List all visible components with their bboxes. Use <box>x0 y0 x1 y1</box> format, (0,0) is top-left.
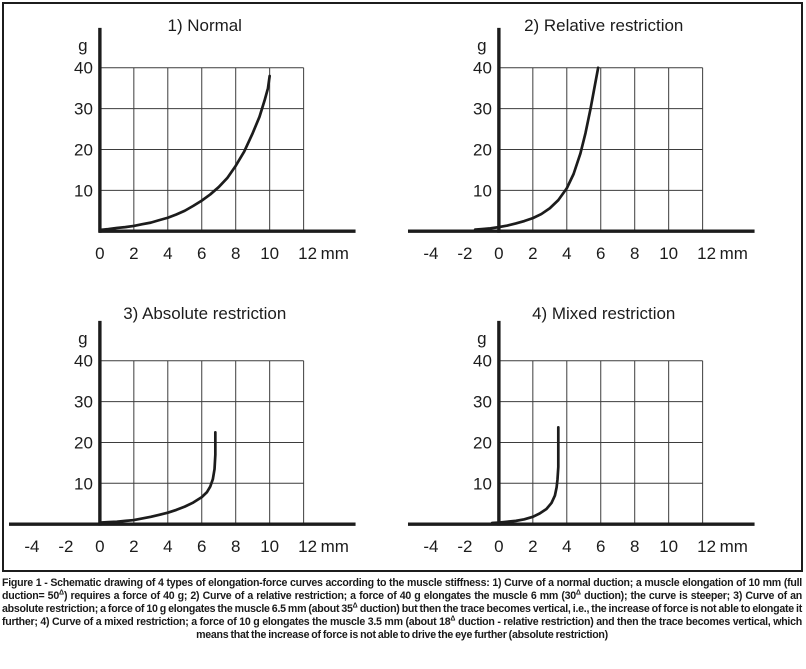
x-tick-label: 2 <box>527 244 538 264</box>
y-tick-label: 10 <box>472 181 492 201</box>
chart-panel-absolute-restriction <box>4 287 403 570</box>
x-tick-label: 6 <box>595 244 605 264</box>
x-tick-label: 2 <box>129 244 139 264</box>
y-tick-label: 30 <box>472 99 492 119</box>
x-tick-label: 12 <box>298 244 318 264</box>
x-tick-label: 10 <box>658 537 678 557</box>
y-tick-label: 20 <box>74 140 93 160</box>
y-tick-label: 40 <box>74 351 93 371</box>
chart-title: 2) Relative restriction <box>523 15 683 35</box>
y-tick-label: 40 <box>472 58 492 78</box>
x-tick-label: 10 <box>658 244 678 264</box>
x-tick-label: 12 <box>696 244 716 264</box>
caption-text: duction); the curve is steeper; 3) Curve of an absolute restriction; a force of 10 g elongates the muscle 6.5 mm (about 35 <box>2 590 802 615</box>
x-tick-label: 2 <box>527 537 538 557</box>
caption-text: duction) but then the trace becomes vertical, i.e., the increase of force is not able to elongate it further; 4) Curve of a mixed restriction; a force of 10 g elongates the muscle 3.5 mm (about 18 <box>2 603 803 628</box>
prism-diopter-sup: Δ <box>58 589 64 597</box>
y-axis-unit-label: g <box>78 35 88 55</box>
y-tick-label: 10 <box>74 474 93 494</box>
x-tick-label: 4 <box>163 537 173 557</box>
x-tick-label: 4 <box>561 244 572 264</box>
chart-panel-mixed-restriction <box>403 287 802 570</box>
y-axis-unit-label: g <box>78 328 88 348</box>
curve-path <box>492 427 558 523</box>
x-tick-label: 10 <box>260 537 280 557</box>
x-tick-label: 6 <box>197 244 207 264</box>
y-tick-label: 40 <box>74 58 93 78</box>
prism-diopter-sup: Δ <box>575 589 581 597</box>
x-tick-label: 0 <box>493 537 504 557</box>
curve-path <box>100 76 270 230</box>
chart-title: 3) Absolute restriction <box>123 303 287 323</box>
chart-panel-normal <box>4 4 403 287</box>
chart-panel-relative-restriction <box>403 4 802 287</box>
x-tick-label: 8 <box>629 537 639 557</box>
x-axis-unit-label: mm <box>719 537 748 557</box>
x-tick-label: 6 <box>197 537 207 557</box>
x-tick-label: 8 <box>230 537 241 557</box>
x-tick-label: 4 <box>163 244 173 264</box>
x-tick-label: -2 <box>456 537 472 557</box>
y-tick-label: 30 <box>74 392 93 412</box>
prism-diopter-sup: Δ <box>352 602 358 610</box>
y-tick-label: 20 <box>472 140 492 160</box>
y-axis-unit-label: g <box>476 35 487 55</box>
y-tick-label: 10 <box>74 181 93 201</box>
x-tick-label: 0 <box>493 244 504 264</box>
x-tick-label: 12 <box>696 537 716 557</box>
x-axis-unit-label: mm <box>320 244 349 264</box>
x-tick-label: 0 <box>95 537 105 557</box>
chart-svg <box>403 4 802 287</box>
caption-text: Figure 1 - Schematic drawing of 4 types of elongation-force curves according to the muscle stiffness: 1) Curve of a normal duction; a muscle elongation of 10 mm (full duction= 50 <box>2 577 802 602</box>
y-tick-label: 30 <box>472 392 492 412</box>
x-tick-label: 0 <box>95 244 105 264</box>
figure-panel-grid <box>2 2 803 572</box>
x-tick-label: 12 <box>298 537 318 557</box>
curve-path <box>100 432 215 522</box>
x-tick-label: -4 <box>422 244 439 264</box>
x-axis-unit-label: mm <box>719 244 748 264</box>
chart-title: 1) Normal <box>167 15 242 35</box>
y-axis-unit-label: g <box>476 328 487 348</box>
y-tick-label: 20 <box>74 433 93 453</box>
x-tick-label: -2 <box>58 537 74 557</box>
x-tick-label: 4 <box>561 537 572 557</box>
y-tick-label: 40 <box>472 351 492 371</box>
figure-caption <box>2 577 802 642</box>
chart-svg <box>403 287 802 570</box>
caption-text: ) requires a force of 40 g; 2) Curve of a relative restriction; a force of 40 g elongates the muscle 6 mm (30 <box>64 590 576 602</box>
chart-svg <box>4 287 403 570</box>
prism-diopter-sup: Δ <box>450 615 456 623</box>
x-tick-label: 8 <box>230 244 241 264</box>
y-tick-label: 10 <box>472 474 492 494</box>
y-tick-label: 20 <box>472 433 492 453</box>
chart-svg <box>4 4 403 287</box>
x-tick-label: -4 <box>24 537 40 557</box>
x-tick-label: 2 <box>129 537 139 557</box>
chart-title: 4) Mixed restriction <box>531 303 675 323</box>
x-tick-label: 8 <box>629 244 639 264</box>
y-tick-label: 30 <box>74 99 93 119</box>
x-tick-label: -4 <box>422 537 439 557</box>
x-tick-label: 6 <box>595 537 605 557</box>
x-axis-unit-label: mm <box>320 537 349 557</box>
caption-text: duction - relative restriction) and then the trace becomes vertical, which means that the increase of force is not able to drive the eye further (absolute restriction) <box>196 616 802 641</box>
x-tick-label: -2 <box>456 244 472 264</box>
x-tick-label: 10 <box>260 244 280 264</box>
